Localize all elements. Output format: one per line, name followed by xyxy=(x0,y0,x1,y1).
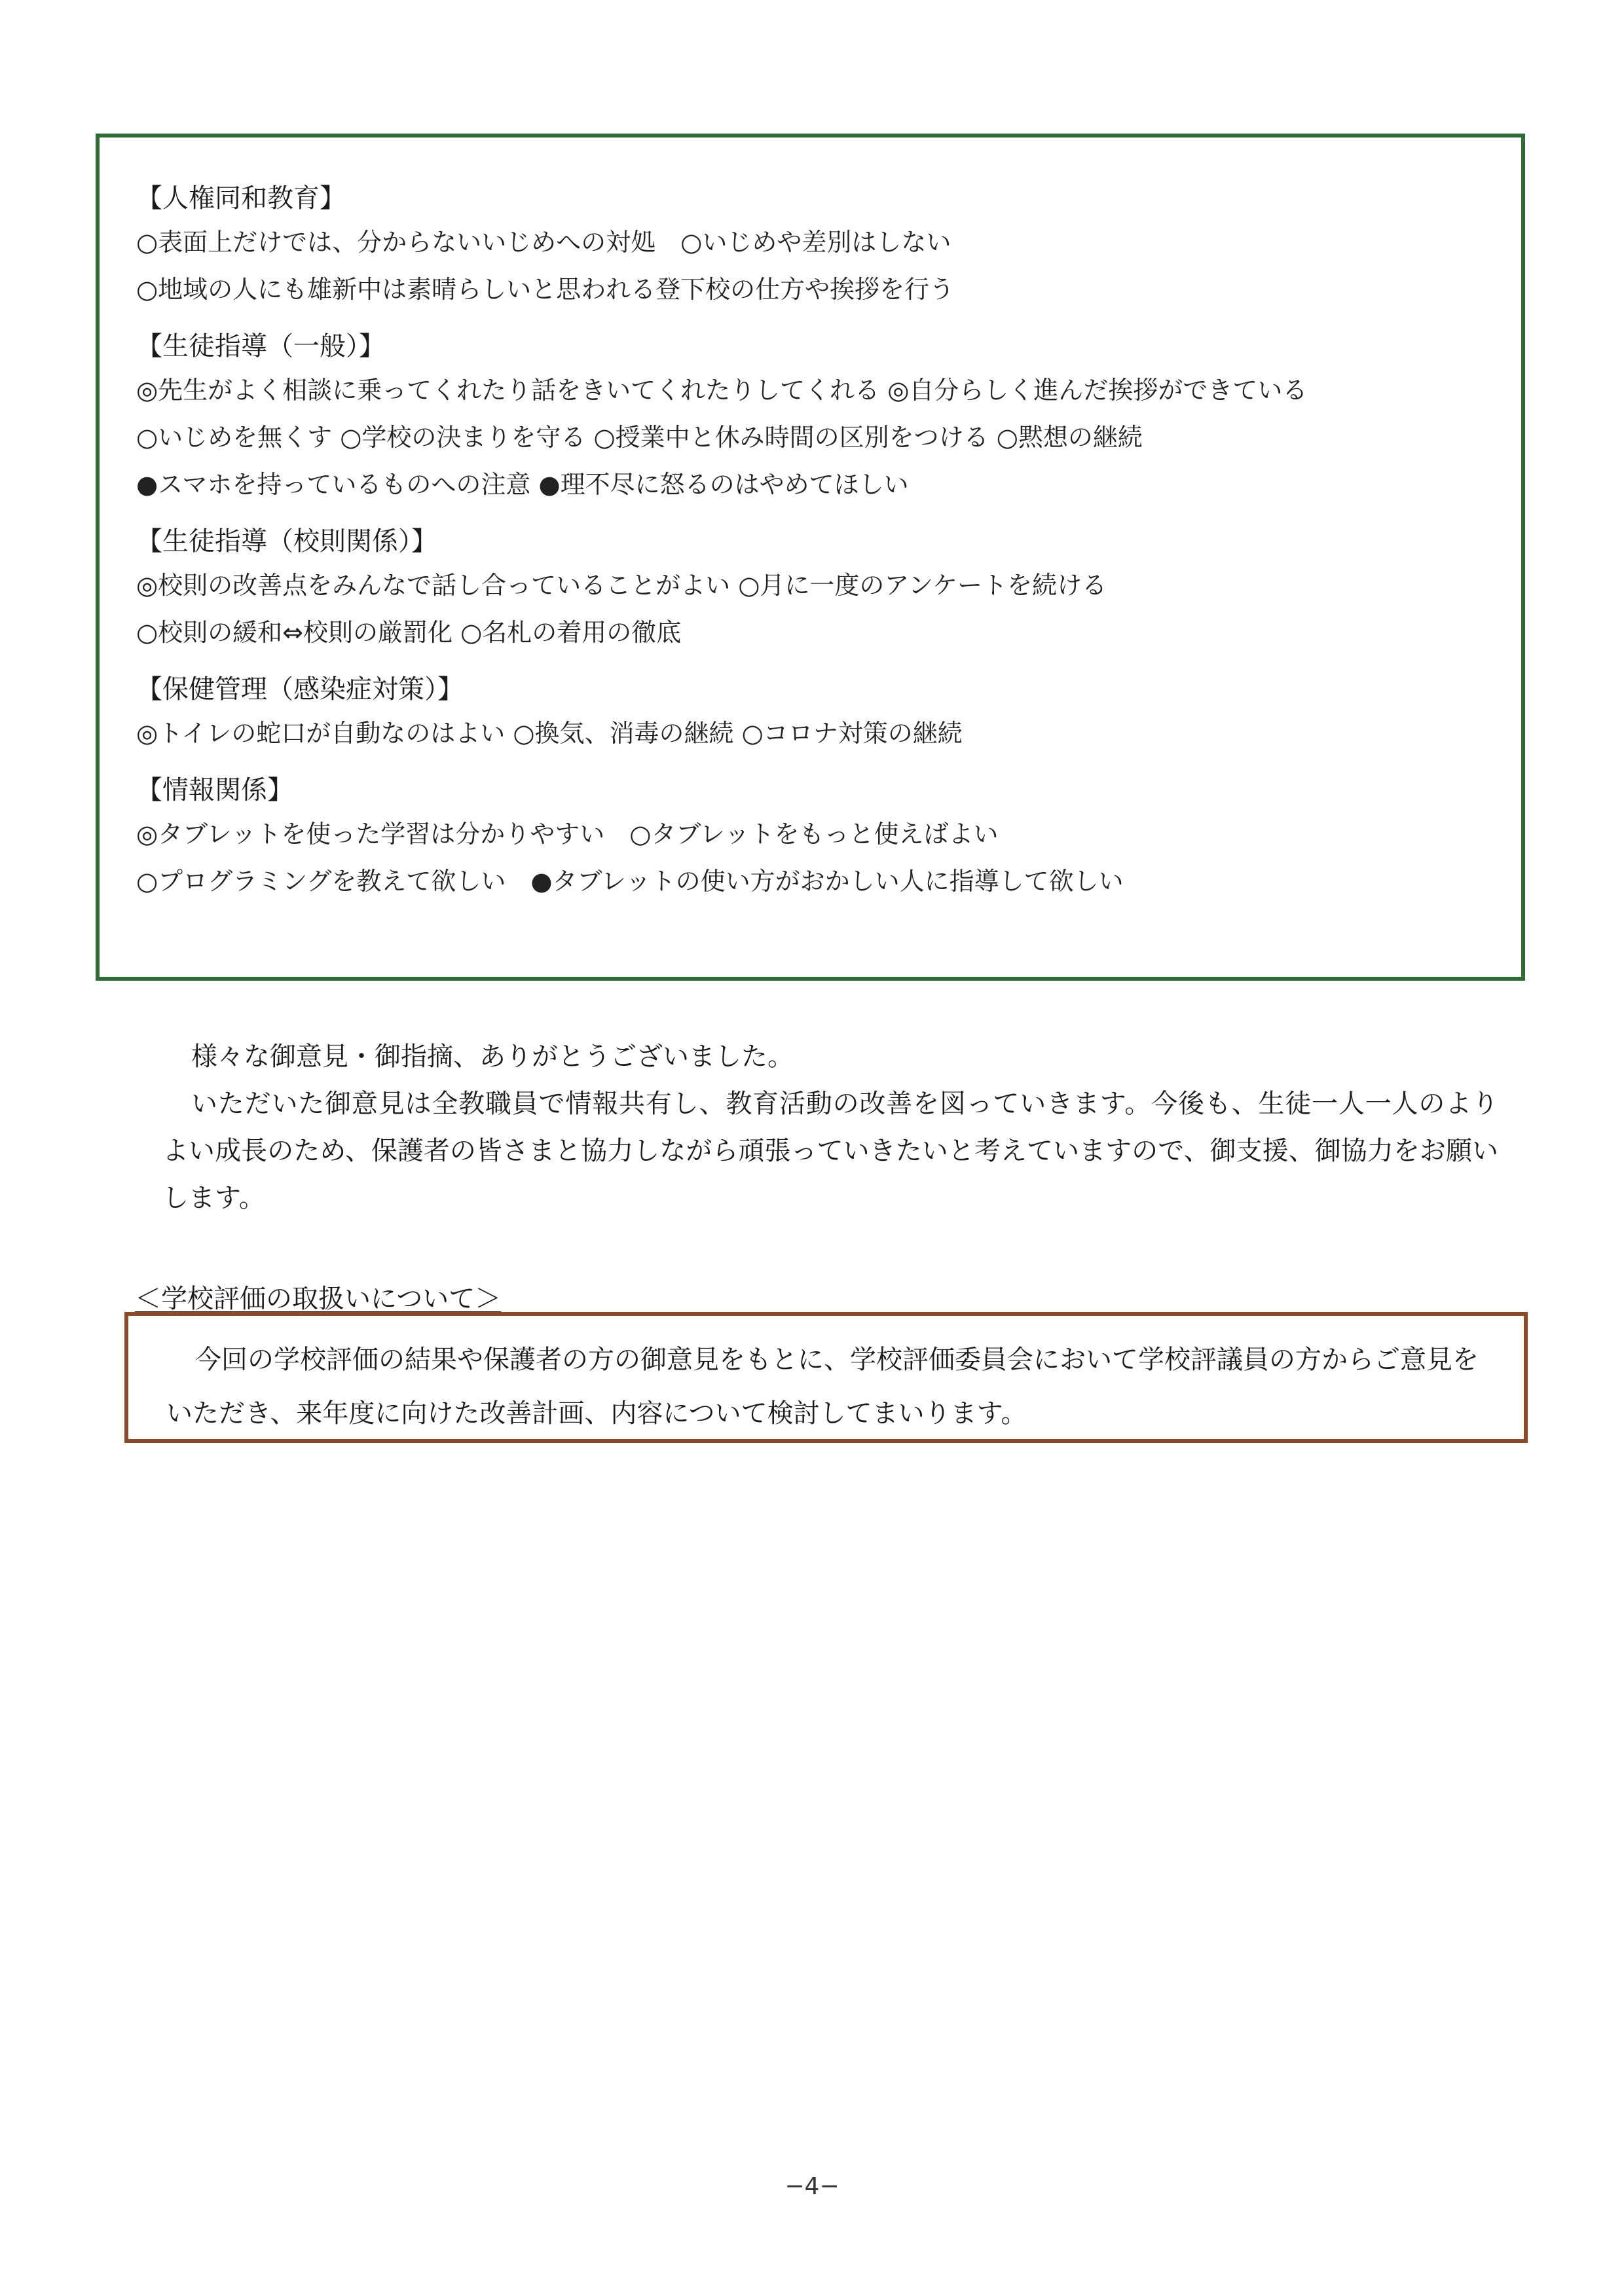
opinion-line: ○校則の緩和⇔校則の厳罰化 ○名札の着用の徹底 xyxy=(136,618,682,647)
opinion-line: ◎トイレの蛇口が自動なのはよい ○換気、消毒の継続 ○コロナ対策の継続 xyxy=(136,719,963,748)
section-title: 【保健管理（感染症対策）】 xyxy=(136,674,464,704)
closing-body-text: いただいた御意見は全教職員で情報共有し、教育活動の改善を図っていきます。今後も、生徒一人一人のよりよい成長のため、保護者の皆さまと協力しながら頑張っていきたいと考えていますので、御支援、御協力をお願いします。 xyxy=(162,1089,1498,1213)
evaluation-heading: ＜学校評価の取扱いについて＞ xyxy=(135,1284,502,1314)
section-title: 【情報関係】 xyxy=(136,775,293,805)
section-student-guidance-rules xyxy=(136,521,1495,656)
opinion-line: ○表面上だけでは、分からないいじめへの対処 ○いじめや差別はしない xyxy=(136,228,951,257)
opinion-line: ○いじめを無くす ○学校の決まりを守る ○授業中と休み時間の区別をつける ○黙想の継続 xyxy=(136,423,1143,452)
opinion-line: ◎先生がよく相談に乗ってくれたり話をきいてくれたりしてくれる ◎自分らしく進んだ挨拶ができている xyxy=(136,376,1308,405)
page-number: −4− xyxy=(784,2173,840,2200)
section-health-management xyxy=(136,669,1495,757)
opinion-line: ◎タブレットを使った学習は分かりやすい ○タブレットをもっと使えばよい xyxy=(136,820,999,848)
evaluation-notice-box xyxy=(124,1312,1528,1443)
closing-message xyxy=(162,1033,1498,1222)
opinion-line: ◎校則の改善点をみんなで話し合っていることがよい ○月に一度のアンケートを続ける xyxy=(136,571,1107,600)
section-title: 【生徒指導（一般）】 xyxy=(136,331,385,361)
section-human-rights xyxy=(136,178,1495,313)
section-student-guidance-general xyxy=(136,326,1495,508)
evaluation-text: 今回の学校評価の結果や保護者の方の御意見をもとに、学校評価委員会において学校評議員の方からご意見をいただき、来年度に向けた改善計画、内容について検討してまいります。 xyxy=(166,1345,1479,1429)
thanks-text: 様々な御意見・御指摘、ありがとうございました。 xyxy=(191,1042,794,1072)
opinion-line: ○地域の人にも雄新中は素晴らしいと思われる登下校の仕方や挨拶を行う xyxy=(136,275,955,304)
opinion-summary-content xyxy=(136,178,1495,918)
section-title: 【生徒指導（校則関係）】 xyxy=(136,526,437,556)
section-title: 【人権同和教育】 xyxy=(136,183,346,213)
opinion-summary-box xyxy=(96,134,1525,981)
opinion-line: ○プログラミングを教えて欲しい ●タブレットの使い方がおかしい人に指導して欲しい xyxy=(136,867,1124,896)
opinion-line: ●スマホを持っているものへの注意 ●理不尽に怒るのはやめてほしい xyxy=(136,470,909,499)
section-information xyxy=(136,770,1495,905)
